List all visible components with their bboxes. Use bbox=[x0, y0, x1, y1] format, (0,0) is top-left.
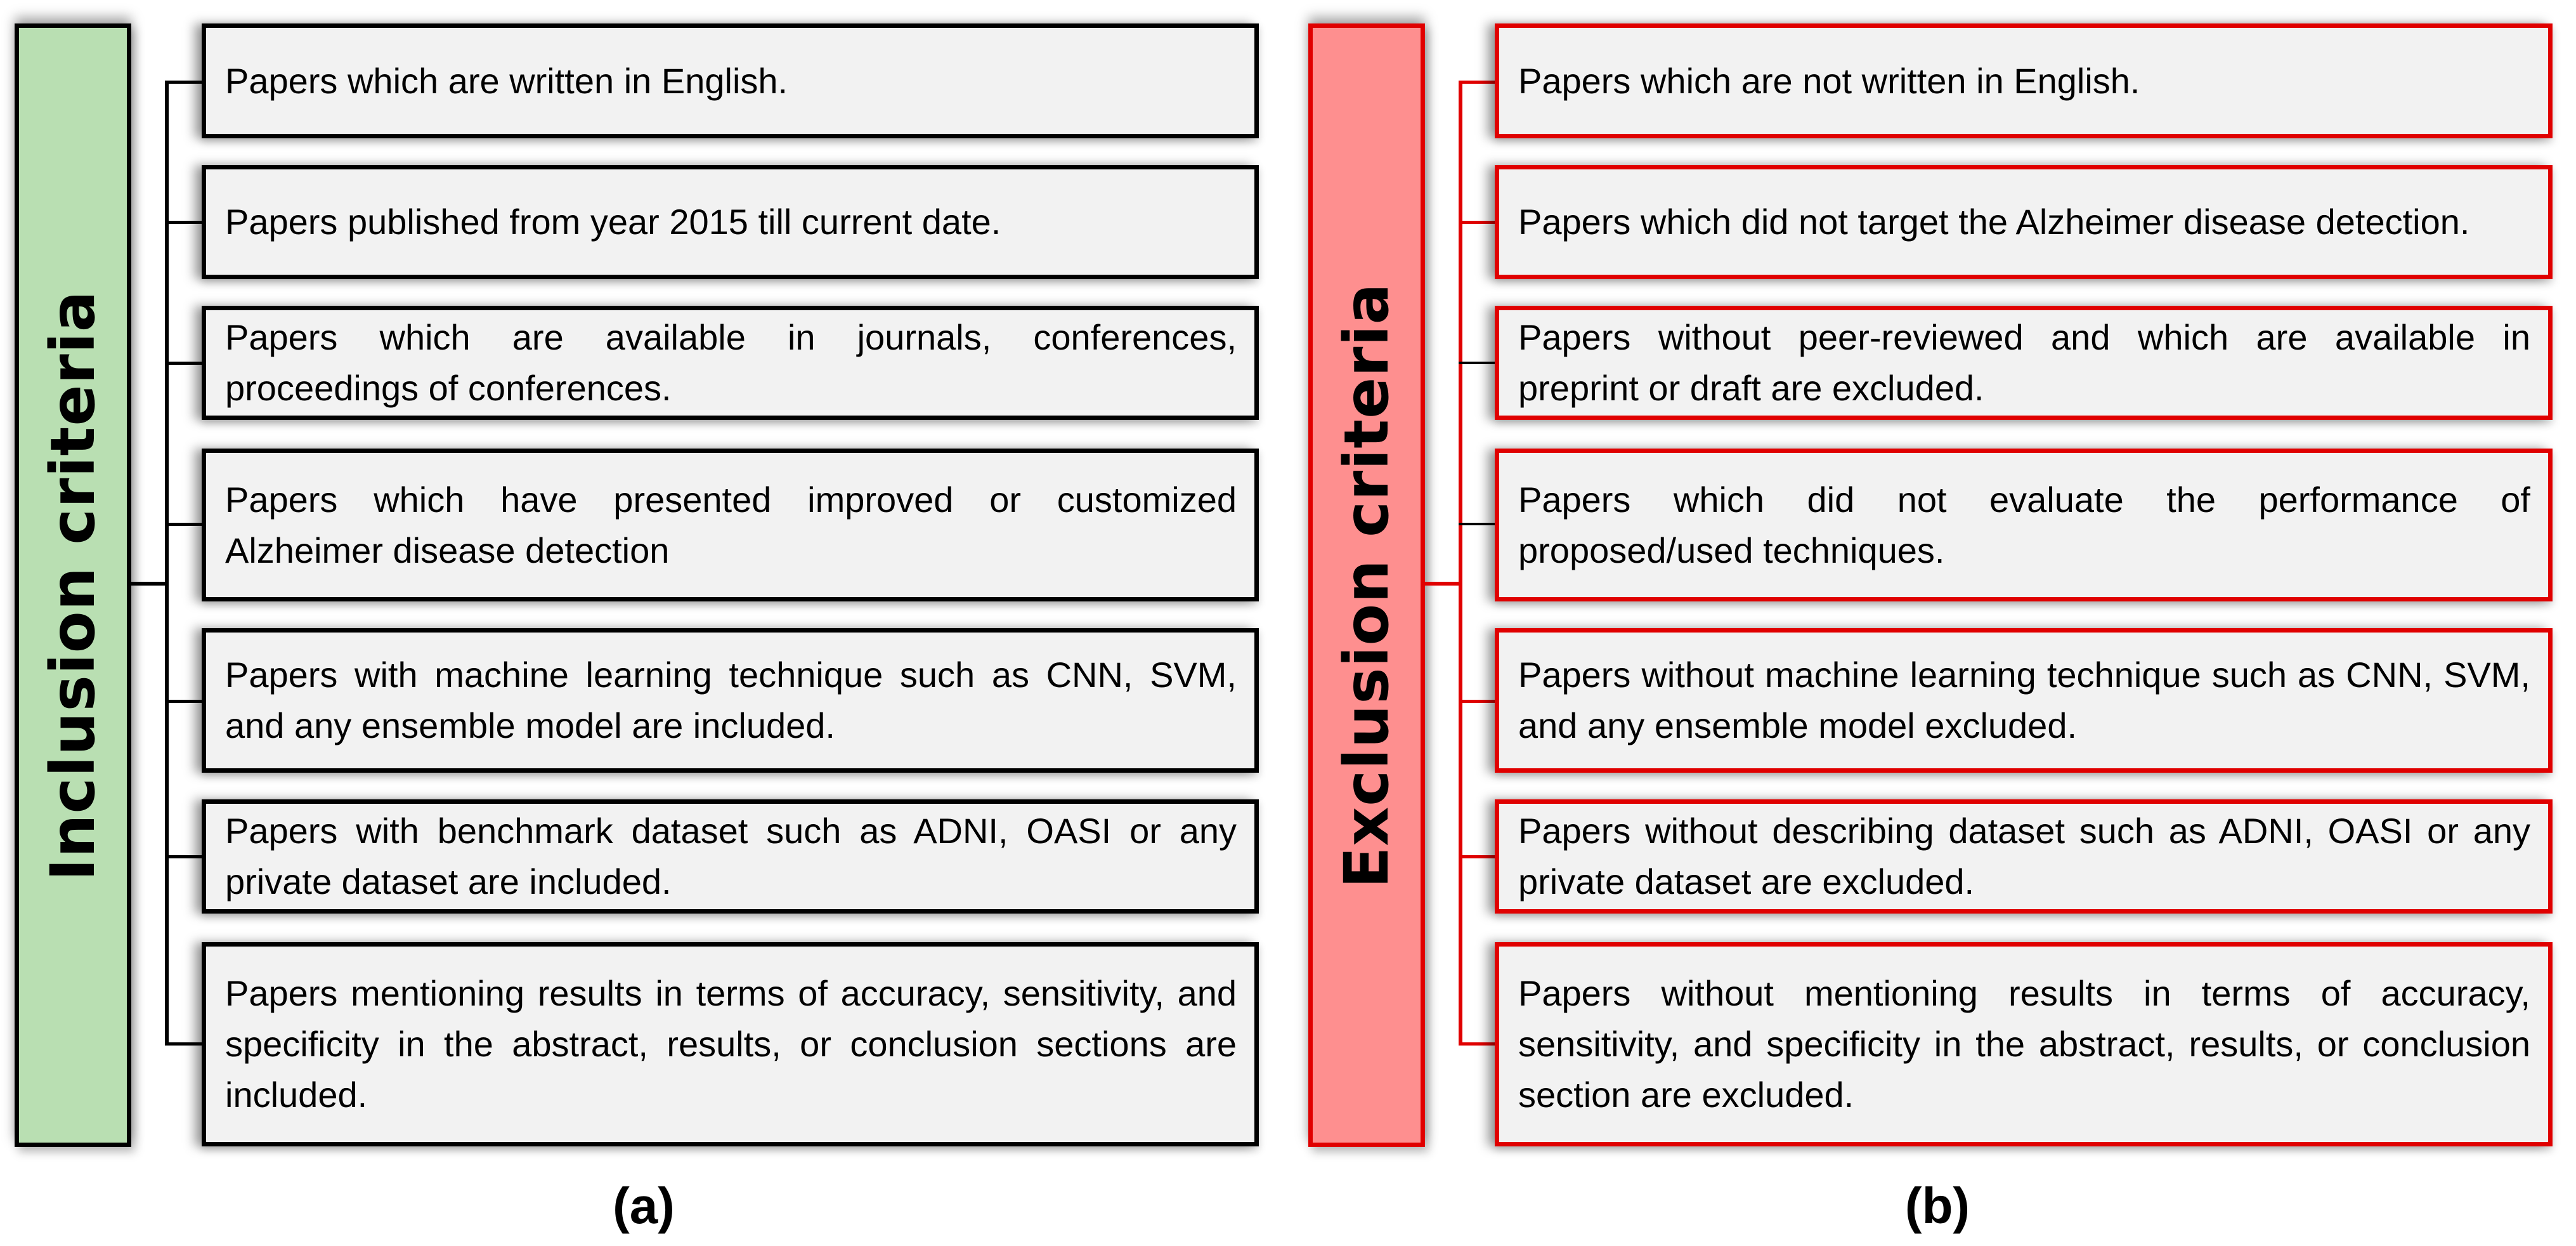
exclusion-branch-3 bbox=[1459, 362, 1497, 364]
inclusion-caption: (a) bbox=[613, 1177, 675, 1234]
exclusion-title-bar bbox=[1308, 23, 1425, 1147]
inclusion-item-text: Papers mentioning results in terms of accuracy, sensitivity, and specificity in the abstract, results, or conclusion sections are included. bbox=[225, 973, 1237, 1115]
exclusion-item-text: Papers without peer-reviewed and which are available in preprint or draft are excluded. bbox=[1518, 317, 2530, 408]
exclusion-item-text: Papers without machine learning technique such as CNN, SVM, and any ensemble model excluded. bbox=[1518, 655, 2530, 745]
exclusion-item-text: Papers which are not written in English. bbox=[1518, 60, 2140, 101]
exclusion-branch-1 bbox=[1459, 81, 1497, 84]
exclusion-branch-7 bbox=[1459, 1042, 1497, 1046]
exclusion-trunk-line bbox=[1459, 81, 1462, 1046]
exclusion-item-text: Papers which did not target the Alzheimer disease detection. bbox=[1518, 202, 2470, 242]
inclusion-item-text: Papers which have presented improved or customized Alzheimer disease detection bbox=[225, 479, 1237, 570]
inclusion-title: Inclusion criteria bbox=[37, 289, 108, 881]
exclusion-branch-4 bbox=[1459, 523, 1497, 525]
exclusion-item-4 bbox=[1495, 449, 2553, 601]
inclusion-item-text: Papers with machine learning technique such as CNN, SVM, and any ensemble model are included. bbox=[225, 655, 1237, 745]
exclusion-item-text: Papers without describing dataset such as ADNI, OASI or any private dataset are excluded. bbox=[1518, 811, 2530, 902]
exclusion-item-2 bbox=[1495, 165, 2553, 279]
inclusion-item-text: Papers which are available in journals, conferences, proceedings of conferences. bbox=[225, 317, 1237, 408]
inclusion-item-text: Papers with benchmark dataset such as ADNI, OASI or any private dataset are included. bbox=[225, 811, 1237, 902]
exclusion-item-1 bbox=[1495, 23, 2553, 138]
exclusion-main-connector bbox=[1425, 582, 1462, 586]
exclusion-item-7 bbox=[1495, 942, 2553, 1146]
exclusion-item-3 bbox=[1495, 306, 2553, 420]
exclusion-branch-5 bbox=[1459, 700, 1497, 703]
exclusion-caption: (b) bbox=[1904, 1177, 1970, 1234]
exclusion-branch-2 bbox=[1459, 221, 1497, 224]
exclusion-item-text: Papers without mentioning results in terms of accuracy, sensitivity, and specificity in the abstract, results, or conclusion section are excluded. bbox=[1518, 973, 2530, 1115]
inclusion-item-text: Papers published from year 2015 till current date. bbox=[225, 202, 1001, 242]
exclusion-item-5 bbox=[1495, 628, 2553, 773]
inclusion-item-text: Papers which are written in English. bbox=[225, 60, 788, 101]
exclusion-title: Exclusion criteria bbox=[1331, 282, 1402, 888]
exclusion-item-text: Papers which did not evaluate the performance of proposed/used techniques. bbox=[1518, 479, 2530, 570]
exclusion-item-6 bbox=[1495, 799, 2553, 914]
exclusion-branch-6 bbox=[1459, 855, 1497, 858]
